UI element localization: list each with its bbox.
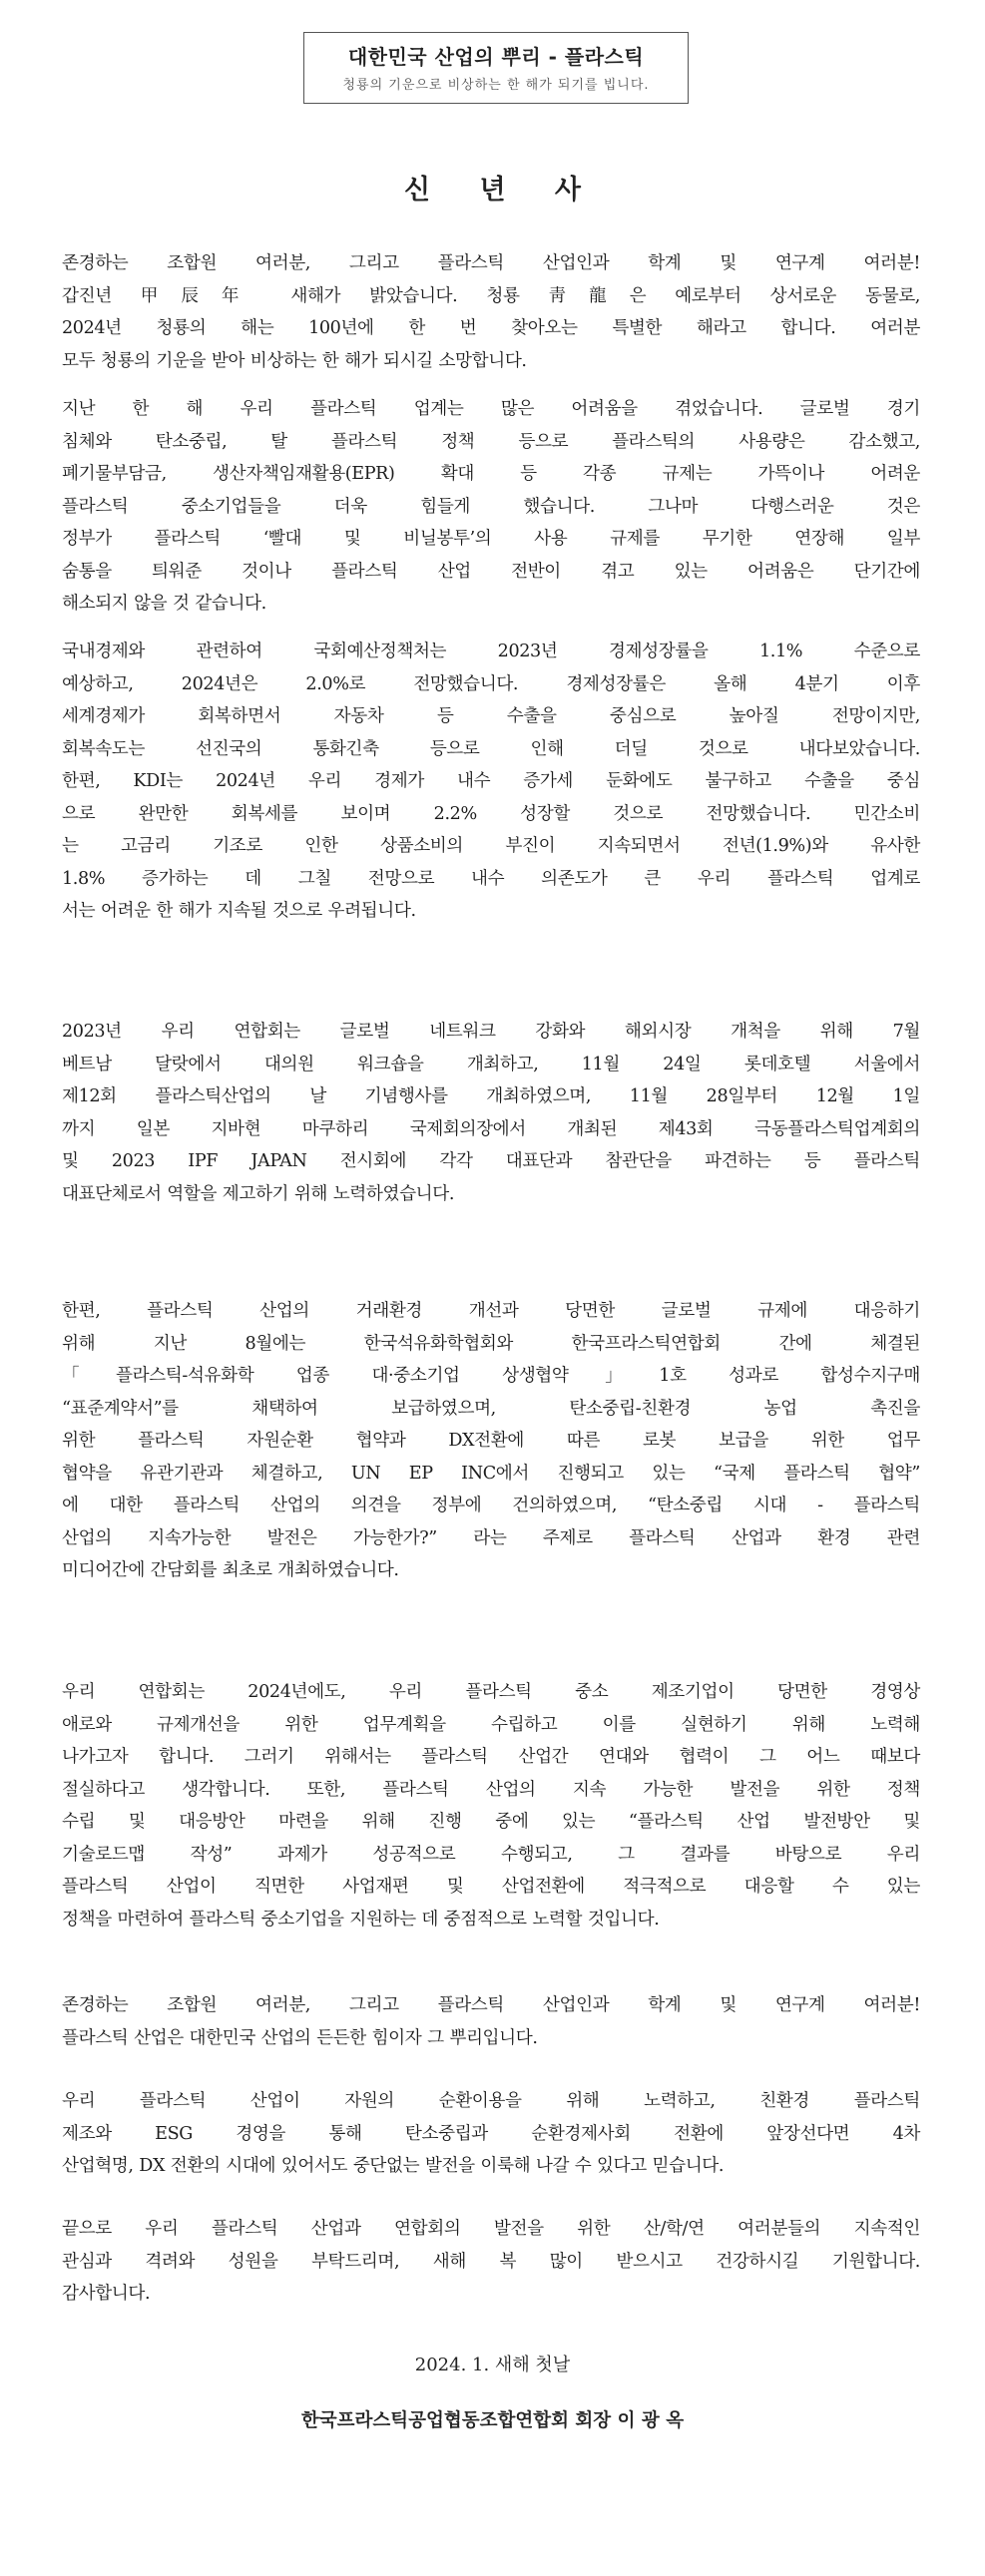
text-line: 는 고금리 기조로 인한 상품소비의 부진이 지속되면서 전년(1.9%)와 유사한 <box>62 836 920 856</box>
text-line: “표준계약서”를 채택하여 보급하였으며, 탄소중립-친환경 농업 촉진을 <box>62 1398 920 1419</box>
text-line: 지난 한 해 우리 플라스틱 업계는 많은 어려움을 겪었습니다. 글로벌 경기 <box>62 399 920 419</box>
paragraph-greeting <box>62 247 920 377</box>
text-line: 한편, KDI는 2024년 우리 경제가 내수 증가세 둔화에도 불구하고 수출을 중심 <box>62 771 920 791</box>
text-line: 한편, 플라스틱 산업의 거래환경 개선과 당면한 글로벌 규제에 대응하기 <box>62 1301 920 1321</box>
text-line: 해소되지 않을 것 같습니다. <box>62 594 266 614</box>
text-line: 베트남 달랏에서 대의원 워크숍을 개최하고, 11월 24일 롯데호텔 서울에서 <box>62 1054 920 1074</box>
text-line: 으로 완만한 회복세를 보이며 2.2% 성장할 것으로 전망했습니다. 민간소비 <box>62 803 920 824</box>
text-line: 침체와 탄소중립, 탈 플라스틱 정책 등으로 플라스틱의 사용량은 감소했고, <box>62 431 920 452</box>
text-line: 협약을 유관기관과 체결하고, UN EP INC에서 진행되고 있는 “국제 플라스틱 협약” <box>62 1463 920 1484</box>
signature: 한국프라스틱공업협동조합연합회 회장 이 광 옥 <box>300 2410 685 2431</box>
text-line: 2023년 우리 연합회는 글로벌 네트워크 강화와 해외시장 개척을 위해 7월 <box>62 1022 920 1042</box>
text-line: 위해 지난 8월에는 한국석유화학협회와 한국프라스틱연합회 간에 체결된 <box>62 1333 920 1354</box>
text-line: 제조와 ESG 경영을 통해 탄소중립과 순환경제사회 전환에 앞장선다면 4차 <box>62 2123 920 2144</box>
text-line: 끝으로 우리 플라스틱 산업과 연합회의 발전을 위한 산/학/연 여러분들의 지속적인 <box>62 2219 920 2239</box>
paragraph-regulation-response <box>62 1295 920 1587</box>
text-line: 미디어간에 간담회를 최초로 개최하였습니다. <box>62 1560 399 1580</box>
date-line: 2024. 1. 새해 첫날 <box>414 2355 571 2375</box>
text-line: 모두 청룡의 기운을 받아 비상하는 한 해가 되시길 소망합니다. <box>62 350 527 371</box>
text-line: 플라스틱 중소기업들을 더욱 힘들게 했습니다. 그나마 다행스러운 것은 <box>62 496 920 517</box>
paragraph-plans-2024 <box>62 1676 920 1935</box>
text-line: 폐기물부담금, 생산자책임재활용(EPR) 확대 등 각종 규제는 가뜩이나 어려운 <box>62 464 920 484</box>
text-line: 위한 플라스틱 자원순환 협약과 DX전환에 따른 로봇 보급을 위한 업무 <box>62 1431 920 1451</box>
paragraph-difficulties <box>62 393 920 621</box>
text-line: 2024년 청룡의 해는 100년에 한 번 찾아오는 특별한 해라고 합니다. 여러분 <box>62 318 920 338</box>
text-line: 대표단체로서 역할을 제고하기 위해 노력하였습니다. <box>62 1183 455 1204</box>
text-line: 정부가 플라스틱 ‘빨대 및 비닐봉투’의 사용 규제를 무기한 연장해 일부 <box>62 529 921 549</box>
header-subtitle: 청룡의 기운으로 비상하는 한 해가 되기를 빕니다. <box>342 78 650 93</box>
text-line: 산업혁명, DX 전환의 시대에 있어서도 중단없는 발전을 이룩해 나갈 수 있다고 믿습니다. <box>62 2156 725 2176</box>
text-line: 감사합니다. <box>62 2284 151 2304</box>
text-line: 기술로드맵 작성” 과제가 성공적으로 수행되고, 그 결과를 바탕으로 우리 <box>62 1844 920 1865</box>
text-line: 회복속도는 선진국의 통화긴축 등으로 인해 더딜 것으로 내다보았습니다. <box>62 738 920 759</box>
text-line: 플라스틱 산업이 직면한 사업재편 및 산업전환에 적극적으로 대응할 수 있는 <box>62 1877 920 1897</box>
text-line: 존경하는 조합원 여러분, 그리고 플라스틱 산업인과 학계 및 연구계 여러분! <box>62 253 920 273</box>
paragraph-roots <box>62 1989 920 2054</box>
document-title: 신 년 사 <box>403 175 582 206</box>
text-line: 존경하는 조합원 여러분, 그리고 플라스틱 산업인과 학계 및 연구계 여러분! <box>62 1995 920 2015</box>
header-title: 대한민국 산업의 뿌리 - 플라스틱 <box>347 45 645 69</box>
paragraph-closing <box>62 2213 920 2311</box>
text-line: 에 대한 플라스틱 산업의 의견을 정부에 건의하였으며, “탄소중립 시대 - 플라스틱 <box>62 1496 920 1515</box>
text-line: 숨통을 틔워준 것이나 플라스틱 산업 전반이 겪고 있는 어려움은 단기간에 <box>62 561 920 582</box>
paragraph-economy <box>62 636 920 928</box>
text-line: 및 2023 IPF JAPAN 전시회에 각각 대표단과 참관단을 파견하는 등 플라스틱 <box>62 1151 920 1171</box>
paragraph-circular-economy <box>62 2085 920 2183</box>
header-box <box>303 32 689 104</box>
text-line: 세계경제가 회복하면서 자동차 등 수출을 중심으로 높아질 전망이지만, <box>62 706 920 726</box>
text-line: 까지 일본 지바현 마쿠하리 국제회의장에서 개최된 제43회 극동플라스틱업계회의 <box>62 1118 920 1139</box>
text-line: 서는 어려운 한 해가 지속될 것으로 우려됩니다. <box>62 901 416 921</box>
text-line: 절실하다고 생각합니다. 또한, 플라스틱 산업의 지속 가능한 발전을 위한 정책 <box>62 1779 920 1800</box>
text-line: 관심과 격려와 성원을 부탁드리며, 새해 복 많이 받으시고 건강하시길 기원합니다. <box>62 2251 920 2272</box>
text-line: 제12회 플라스틱산업의 날 기념행사를 개최하였으며, 11월 28일부터 12월 1일 <box>62 1086 920 1106</box>
text-line: 우리 플라스틱 산업이 자원의 순환이용을 위해 노력하고, 친환경 플라스틱 <box>62 2091 920 2111</box>
text-line: 애로와 규제개선을 위한 업무계획을 수립하고 이를 실현하기 위해 노력해 <box>62 1714 920 1735</box>
text-line: 산업의 지속가능한 발전은 가능한가?” 라는 주제로 플라스틱 산업과 환경 관련 <box>62 1527 920 1548</box>
text-line: 「플라스틱-석유화학 업종 대·중소기업 상생협약」1호 성과로 합성수지구매 <box>62 1366 920 1386</box>
text-line: 예상하고, 2024년은 2.0%로 전망했습니다. 경제성장률은 올해 4분기 이후 <box>62 673 920 694</box>
text-line: 1.8% 증가하는 데 그칠 전망으로 내수 의존도가 큰 우리 플라스틱 업계로 <box>62 868 920 889</box>
text-line: 국내경제와 관련하여 국회예산정책처는 2023년 경제성장률을 1.1% 수준으로 <box>62 642 920 661</box>
text-line: 우리 연합회는 2024년에도, 우리 플라스틱 중소 제조기업이 당면한 경영상 <box>62 1682 920 1702</box>
paragraph-activities-2023 <box>62 1016 920 1210</box>
text-line: 플라스틱 산업은 대한민국 산업의 든든한 힘이자 그 뿌리입니다. <box>62 2027 538 2048</box>
text-line: 수립 및 대응방안 마련을 위해 진행 중에 있는 “플라스틱 산업 발전방안 및 <box>62 1812 920 1832</box>
text-line: 정책을 마련하여 플라스틱 중소기업을 지원하는 데 중점적으로 노력할 것입니다. <box>62 1909 660 1930</box>
text-line: 나가고자 합니다. 그러기 위해서는 플라스틱 산업간 연대와 협력이 그 어느 때보다 <box>62 1747 920 1767</box>
text-line: 갑진년 甲辰年 새해가 밝았습니다. 청룡 靑龍은 예로부터 상서로운 동물로, <box>62 285 920 306</box>
